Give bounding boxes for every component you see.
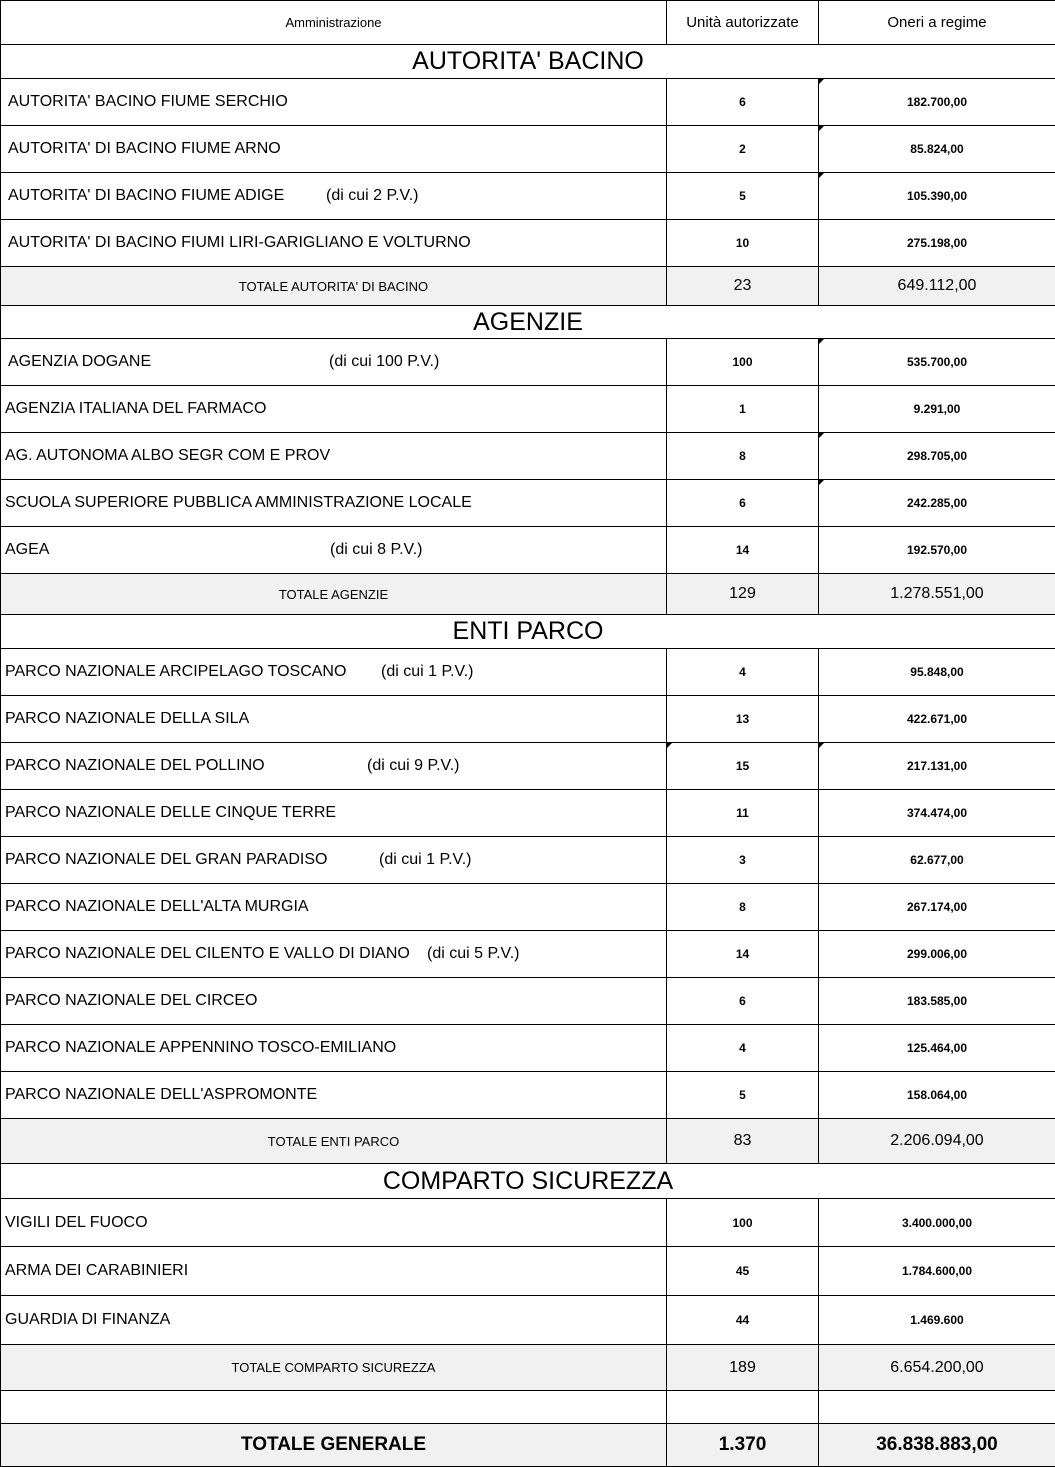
table-row <box>1 1247 1055 1296</box>
units-cell: 15 <box>667 743 819 790</box>
administration-name: AGENZIA ITALIANA DEL FARMACO <box>5 400 266 418</box>
units-cell: 8 <box>667 884 819 931</box>
administration-name: GUARDIA DI FINANZA <box>5 1311 170 1329</box>
table-row <box>1 1199 1055 1247</box>
table-row <box>1 220 1055 267</box>
administration-cell <box>1 884 667 931</box>
total-row <box>1 574 1055 615</box>
administration-name: VIGILI DEL FUOCO <box>5 1214 148 1232</box>
administration-cell <box>1 931 667 978</box>
table-row <box>1 173 1055 220</box>
administration-name: PARCO NAZIONALE DELLE CINQUE TERRE <box>5 804 336 822</box>
header-administration: Amministrazione <box>1 1 667 45</box>
administration-note: (di cui 1 P.V.) <box>379 851 472 869</box>
table-row <box>1 1072 1055 1119</box>
table-row <box>1 126 1055 173</box>
header-costs: Oneri a regime <box>819 1 1055 45</box>
table-row <box>1 978 1055 1025</box>
section-title: COMPARTO SICUREZZA <box>1 1164 1055 1199</box>
cost-cell: 275.198,00 <box>819 220 1055 267</box>
administration-name: AUTORITA' DI BACINO FIUME ADIGE <box>8 187 284 205</box>
total-label: TOTALE COMPARTO SICUREZZA <box>1 1345 667 1391</box>
section-title-row <box>1 1164 1055 1199</box>
cost-cell: 183.585,00 <box>819 978 1055 1025</box>
administration-name: AUTORITA' BACINO FIUME SERCHIO <box>8 93 288 111</box>
administration-name: AUTORITA' DI BACINO FIUMI LIRI-GARIGLIANO E VOLTURNO <box>8 234 471 252</box>
cost-cell: 62.677,00 <box>819 837 1055 884</box>
administration-cell <box>1 649 667 696</box>
administration-note: (di cui 100 P.V.) <box>329 353 439 371</box>
units-cell: 6 <box>667 79 819 126</box>
cost-cell: 422.671,00 <box>819 696 1055 743</box>
administration-name: SCUOLA SUPERIORE PUBBLICA AMMINISTRAZIONE LOCALE <box>5 494 472 512</box>
cost-cell: 3.400.000,00 <box>819 1199 1055 1247</box>
units-cell: 45 <box>667 1247 819 1296</box>
cost-cell: 9.291,00 <box>819 386 1055 433</box>
table-row <box>1 790 1055 837</box>
total-row <box>1 1119 1055 1164</box>
total-row <box>1 1345 1055 1391</box>
administration-name: AGENZIA DOGANE <box>8 353 151 371</box>
administration-cell <box>1 339 667 386</box>
blank-row <box>1 1391 1055 1424</box>
administration-name: PARCO NAZIONALE DEL GRAN PARADISO <box>5 851 327 869</box>
units-cell: 11 <box>667 790 819 837</box>
grand-total-row <box>1 1424 1055 1467</box>
table-row <box>1 433 1055 480</box>
cost-cell: 267.174,00 <box>819 884 1055 931</box>
units-cell: 14 <box>667 527 819 574</box>
units-cell: 44 <box>667 1296 819 1345</box>
units-cell: 13 <box>667 696 819 743</box>
administration-name: AUTORITA' DI BACINO FIUME ARNO <box>8 140 281 158</box>
units-cell: 6 <box>667 978 819 1025</box>
table-row <box>1 1296 1055 1345</box>
blank-cell <box>667 1391 819 1424</box>
header-row <box>1 1 1055 45</box>
cost-cell: 1.784.600,00 <box>819 1247 1055 1296</box>
cost-cell: 85.824,00 <box>819 126 1055 173</box>
total-cost: 649.112,00 <box>819 267 1055 306</box>
units-cell: 100 <box>667 339 819 386</box>
administration-cell <box>1 790 667 837</box>
table-row <box>1 79 1055 126</box>
administration-cell <box>1 220 667 267</box>
total-cost: 1.278.551,00 <box>819 574 1055 615</box>
administration-cell <box>1 79 667 126</box>
administration-cell <box>1 433 667 480</box>
units-cell: 4 <box>667 649 819 696</box>
total-cost: 2.206.094,00 <box>819 1119 1055 1164</box>
section-title: AGENZIE <box>1 306 1055 339</box>
total-units: 189 <box>667 1345 819 1391</box>
table-row <box>1 743 1055 790</box>
units-cell: 2 <box>667 126 819 173</box>
cost-cell: 298.705,00 <box>819 433 1055 480</box>
administration-name: ARMA DEI CARABINIERI <box>5 1262 188 1280</box>
section-title-row <box>1 615 1055 649</box>
administration-cell <box>1 743 667 790</box>
cost-cell: 192.570,00 <box>819 527 1055 574</box>
total-units: 83 <box>667 1119 819 1164</box>
cost-cell: 105.390,00 <box>819 173 1055 220</box>
administration-cell <box>1 696 667 743</box>
administration-cell <box>1 1199 667 1247</box>
table-row <box>1 1025 1055 1072</box>
administration-note: (di cui 1 P.V.) <box>381 663 474 681</box>
administration-cell <box>1 837 667 884</box>
administration-cell <box>1 386 667 433</box>
cost-cell: 217.131,00 <box>819 743 1055 790</box>
cost-cell: 95.848,00 <box>819 649 1055 696</box>
table-row <box>1 527 1055 574</box>
section-title: AUTORITA' BACINO <box>1 45 1055 79</box>
administration-cell <box>1 480 667 527</box>
total-label: TOTALE AGENZIE <box>1 574 667 615</box>
cost-cell: 242.285,00 <box>819 480 1055 527</box>
administration-name: PARCO NAZIONALE DEL CIRCEO <box>5 992 258 1010</box>
administration-name: PARCO NAZIONALE DEL POLLINO <box>5 757 265 775</box>
administration-name: AGEA <box>5 541 49 559</box>
administration-name: PARCO NAZIONALE DELL'ALTA MURGIA <box>5 898 309 916</box>
grand-total-units: 1.370 <box>667 1424 819 1467</box>
table-row <box>1 884 1055 931</box>
blank-cell <box>819 1391 1055 1424</box>
units-cell: 4 <box>667 1025 819 1072</box>
administration-cell <box>1 1072 667 1119</box>
cost-cell: 535.700,00 <box>819 339 1055 386</box>
table-row <box>1 480 1055 527</box>
cost-cell: 125.464,00 <box>819 1025 1055 1072</box>
administration-name: PARCO NAZIONALE ARCIPELAGO TOSCANO <box>5 663 346 681</box>
administration-cell <box>1 978 667 1025</box>
units-cell: 3 <box>667 837 819 884</box>
units-cell: 5 <box>667 173 819 220</box>
units-cell: 14 <box>667 931 819 978</box>
header-units: Unità autorizzate <box>667 1 819 45</box>
total-label: TOTALE AUTORITA' DI BACINO <box>1 267 667 306</box>
administration-cell <box>1 1247 667 1296</box>
administration-name: PARCO NAZIONALE APPENNINO TOSCO-EMILIANO <box>5 1039 396 1057</box>
units-cell: 5 <box>667 1072 819 1119</box>
administration-note: (di cui 5 P.V.) <box>427 945 520 963</box>
table-row <box>1 649 1055 696</box>
administration-note: (di cui 9 P.V.) <box>367 757 460 775</box>
table-row <box>1 339 1055 386</box>
total-units: 23 <box>667 267 819 306</box>
table-row <box>1 386 1055 433</box>
administration-cell <box>1 173 667 220</box>
cost-cell: 374.474,00 <box>819 790 1055 837</box>
cost-cell: 182.700,00 <box>819 79 1055 126</box>
section-title: ENTI PARCO <box>1 615 1055 649</box>
administration-name: AG. AUTONOMA ALBO SEGR COM E PROV <box>5 447 330 465</box>
blank-cell <box>1 1391 667 1424</box>
units-cell: 8 <box>667 433 819 480</box>
cost-cell: 1.469.600 <box>819 1296 1055 1345</box>
administration-note: (di cui 2 P.V.) <box>326 187 419 205</box>
units-cell: 100 <box>667 1199 819 1247</box>
cost-cell: 158.064,00 <box>819 1072 1055 1119</box>
administration-cell <box>1 126 667 173</box>
total-row <box>1 267 1055 306</box>
administration-cell <box>1 1025 667 1072</box>
grand-total-label: TOTALE GENERALE <box>1 1424 667 1467</box>
administration-cell <box>1 1296 667 1345</box>
units-cell: 1 <box>667 386 819 433</box>
total-label: TOTALE ENTI PARCO <box>1 1119 667 1164</box>
total-units: 129 <box>667 574 819 615</box>
units-cell: 6 <box>667 480 819 527</box>
administration-cell <box>1 527 667 574</box>
cost-cell: 299.006,00 <box>819 931 1055 978</box>
total-cost: 6.654.200,00 <box>819 1345 1055 1391</box>
units-cell: 10 <box>667 220 819 267</box>
section-title-row <box>1 45 1055 79</box>
table-row <box>1 696 1055 743</box>
administration-name: PARCO NAZIONALE DELLA SILA <box>5 710 249 728</box>
administration-name: PARCO NAZIONALE DELL'ASPROMONTE <box>5 1086 317 1104</box>
grand-total-cost: 36.838.883,00 <box>819 1424 1055 1467</box>
administration-name: PARCO NAZIONALE DEL CILENTO E VALLO DI DIANO <box>5 945 410 963</box>
table-row <box>1 931 1055 978</box>
table-row <box>1 837 1055 884</box>
section-title-row <box>1 306 1055 339</box>
administration-note: (di cui 8 P.V.) <box>330 541 423 559</box>
